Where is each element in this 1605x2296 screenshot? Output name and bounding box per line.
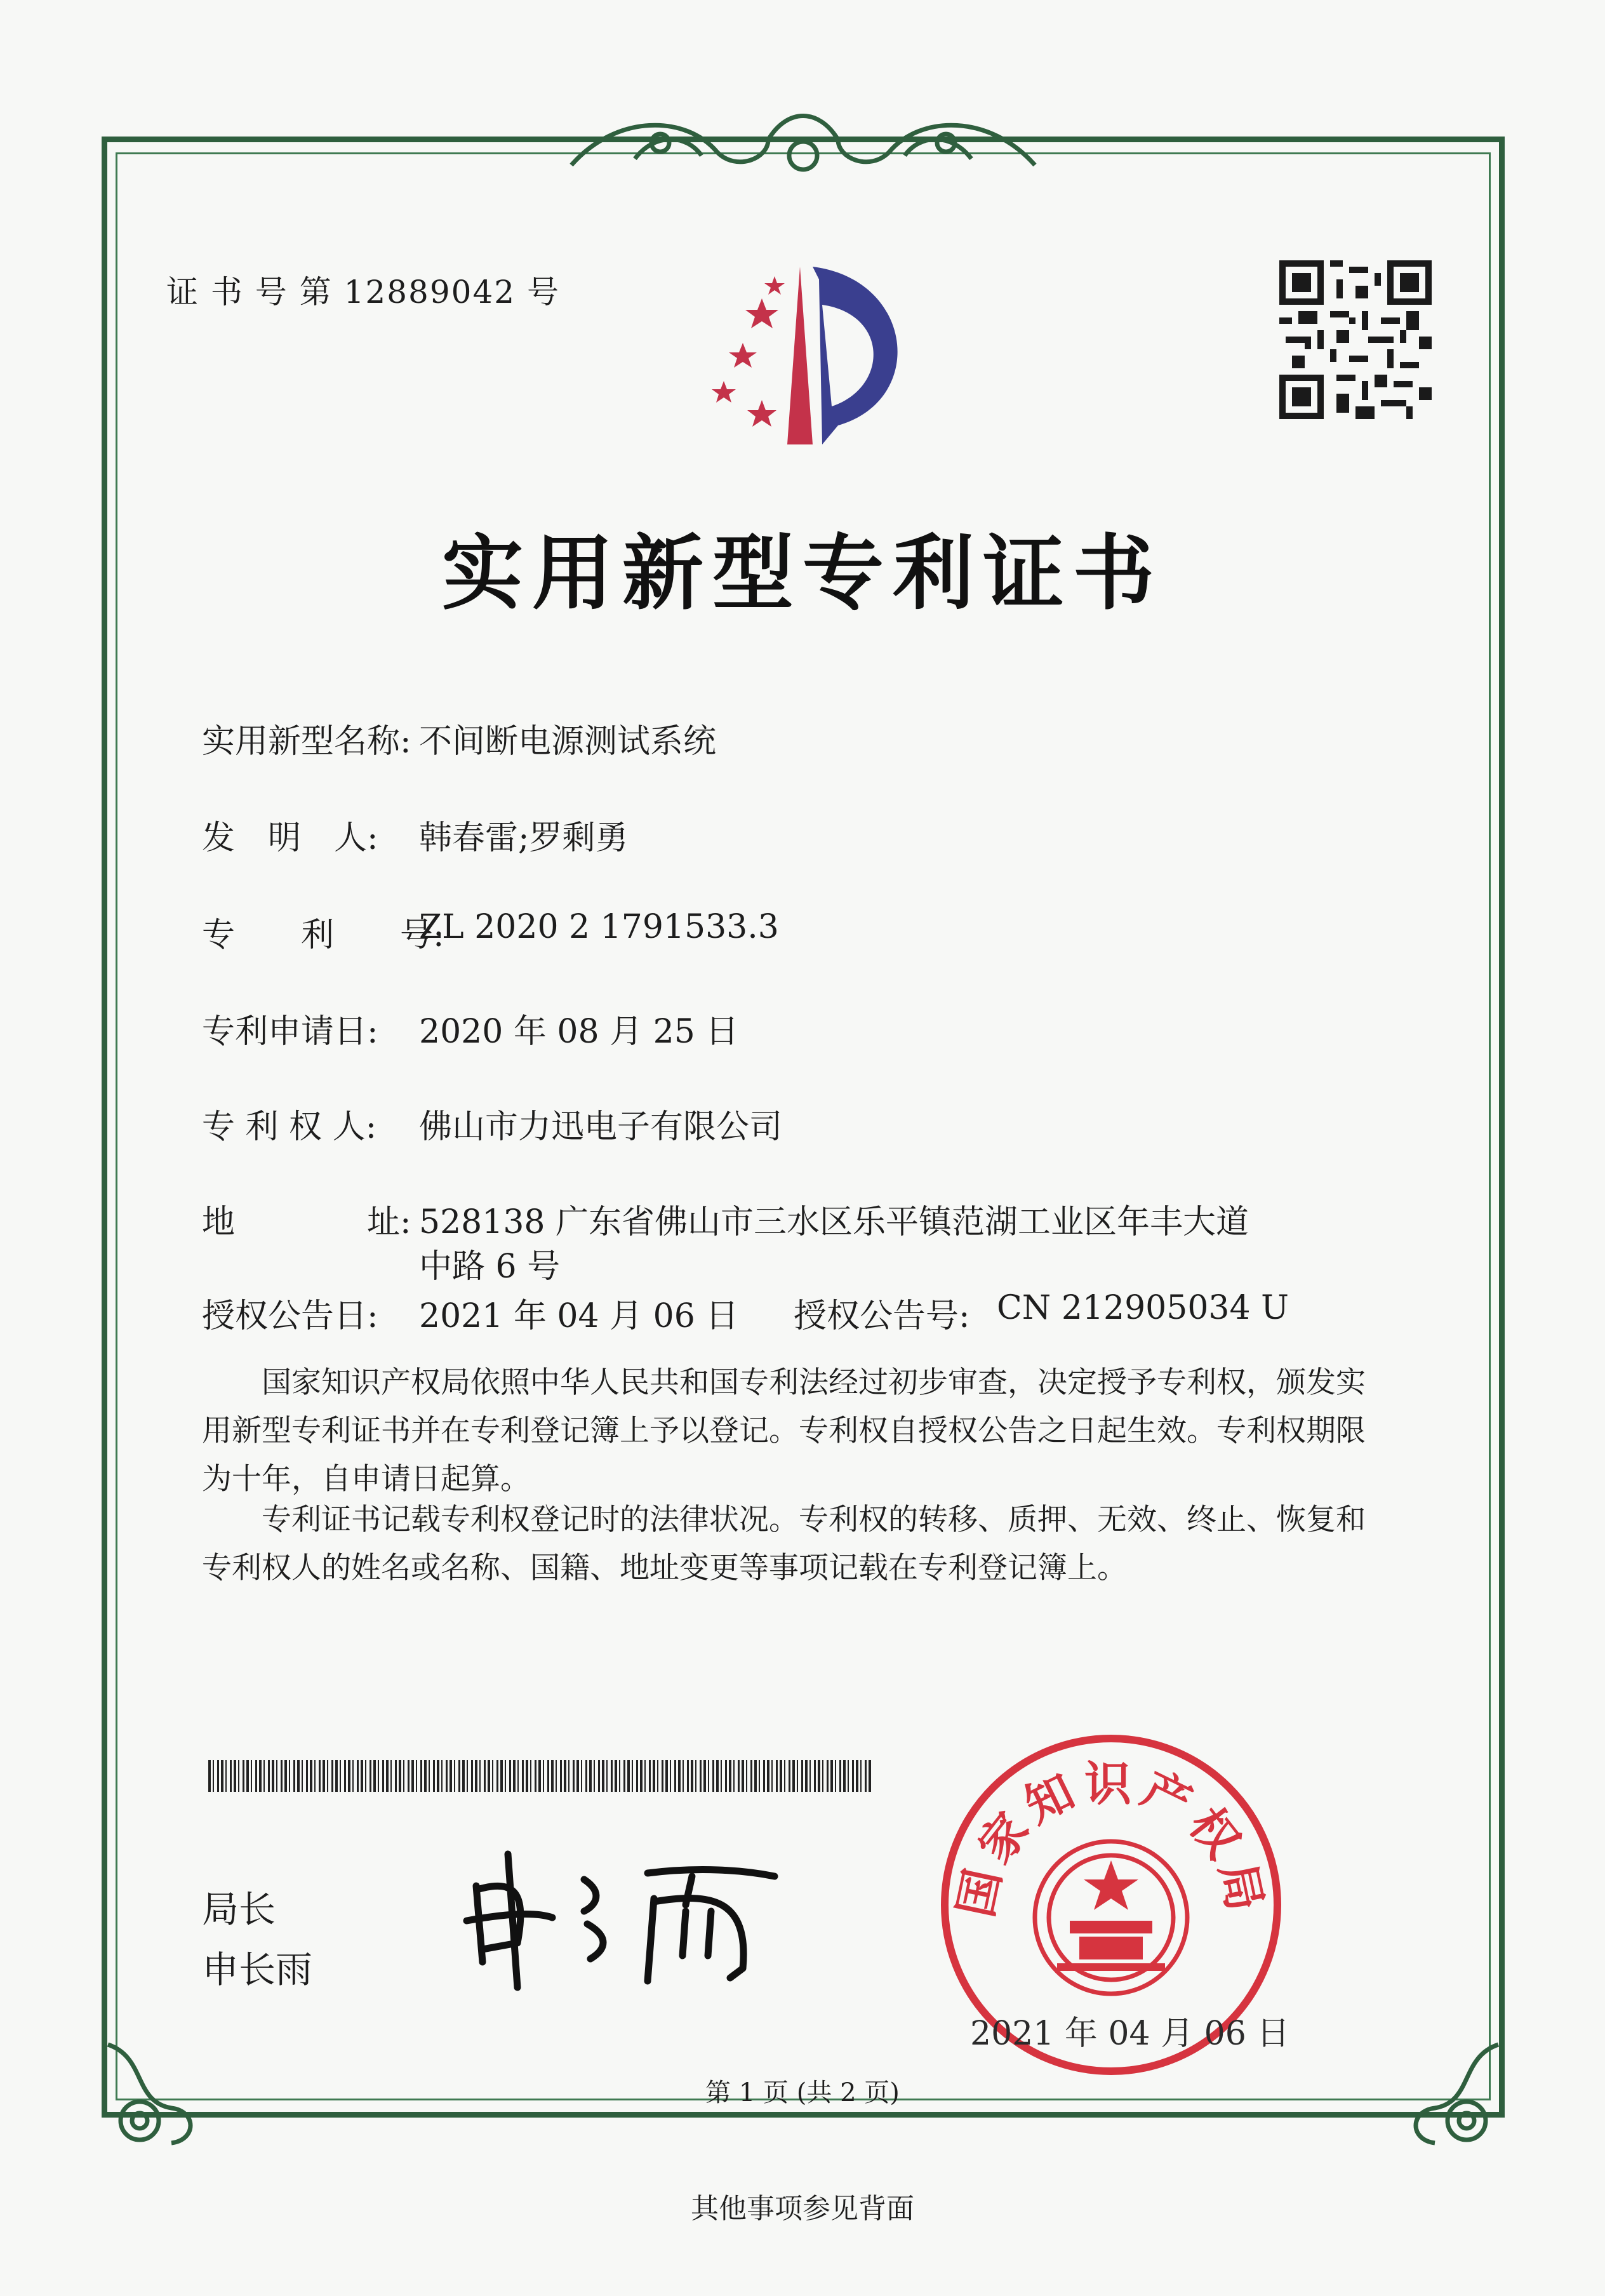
address-label: 地 址:: [202, 1203, 411, 1241]
grant-statement-paragraph: 国家知识产权局依照中华人民共和国专利法经过初步审查，决定授予专利权，颁发实用新型专利证书并在专利登记簿上予以登记。专利权自授权公告之日起生效。专利权期限为十年，自申请日起算。: [202, 1365, 1366, 1497]
qr-code: [1279, 260, 1432, 419]
certificate-title: 实用新型专利证书: [441, 526, 1163, 621]
patent-number-value: ZL 2020 2 1791533.3: [419, 908, 779, 946]
inventor-label: 发 明 人:: [202, 819, 378, 857]
page-indicator: 第 1 页 (共 2 页): [705, 2078, 900, 2107]
director-name: 申长雨: [202, 1948, 313, 1991]
grant-date-label: 授权公告日:: [202, 1297, 378, 1335]
patentee-value: 佛山市力迅电子有限公司: [419, 1108, 783, 1146]
patent-number-label: 专 利 号:: [202, 916, 444, 954]
handwritten-signature: [457, 1841, 813, 1994]
legal-status-paragraph: 专利证书记载专利权登记时的法律状况。专利权的转移、质押、无效、终止、恢复和专利权人的姓名或名称、国籍、地址变更等事项记载在专利登记簿上。: [202, 1502, 1366, 1585]
filing-date-label: 专利申请日:: [202, 1013, 378, 1051]
seal-date: 2021 年 04 月 06 日: [970, 2015, 1290, 2053]
barcode: [208, 1760, 872, 1792]
director-title: 局长: [202, 1888, 276, 1931]
certificate-number: 证 书 号 第 12889042 号: [166, 274, 560, 310]
utility-model-name-value: 不间断电源测试系统: [419, 723, 717, 761]
top-ornament: [559, 95, 1048, 184]
grant-date-value: 2021 年 04 月 06 日: [419, 1297, 739, 1335]
reverse-side-note: 其他事项参见背面: [691, 2193, 914, 2225]
cnipa-logo: [686, 254, 940, 457]
address-line-1: 528138 广东省佛山市三水区乐平镇范湖工业区年丰大道: [419, 1203, 1249, 1241]
seal-text: 国家知识产权局: [948, 1757, 1274, 1922]
grant-number-value: CN 212905034 U: [997, 1289, 1289, 1327]
filing-date-value: 2020 年 08 月 25 日: [419, 1013, 739, 1051]
patentee-label: 专 利 权 人:: [202, 1108, 377, 1146]
address-line-2: 中路 6 号: [419, 1248, 561, 1286]
grant-number-label: 授权公告号:: [794, 1297, 970, 1335]
utility-model-name-label: 实用新型名称:: [202, 723, 411, 761]
inventor-value: 韩春雷;罗剩勇: [419, 819, 629, 857]
